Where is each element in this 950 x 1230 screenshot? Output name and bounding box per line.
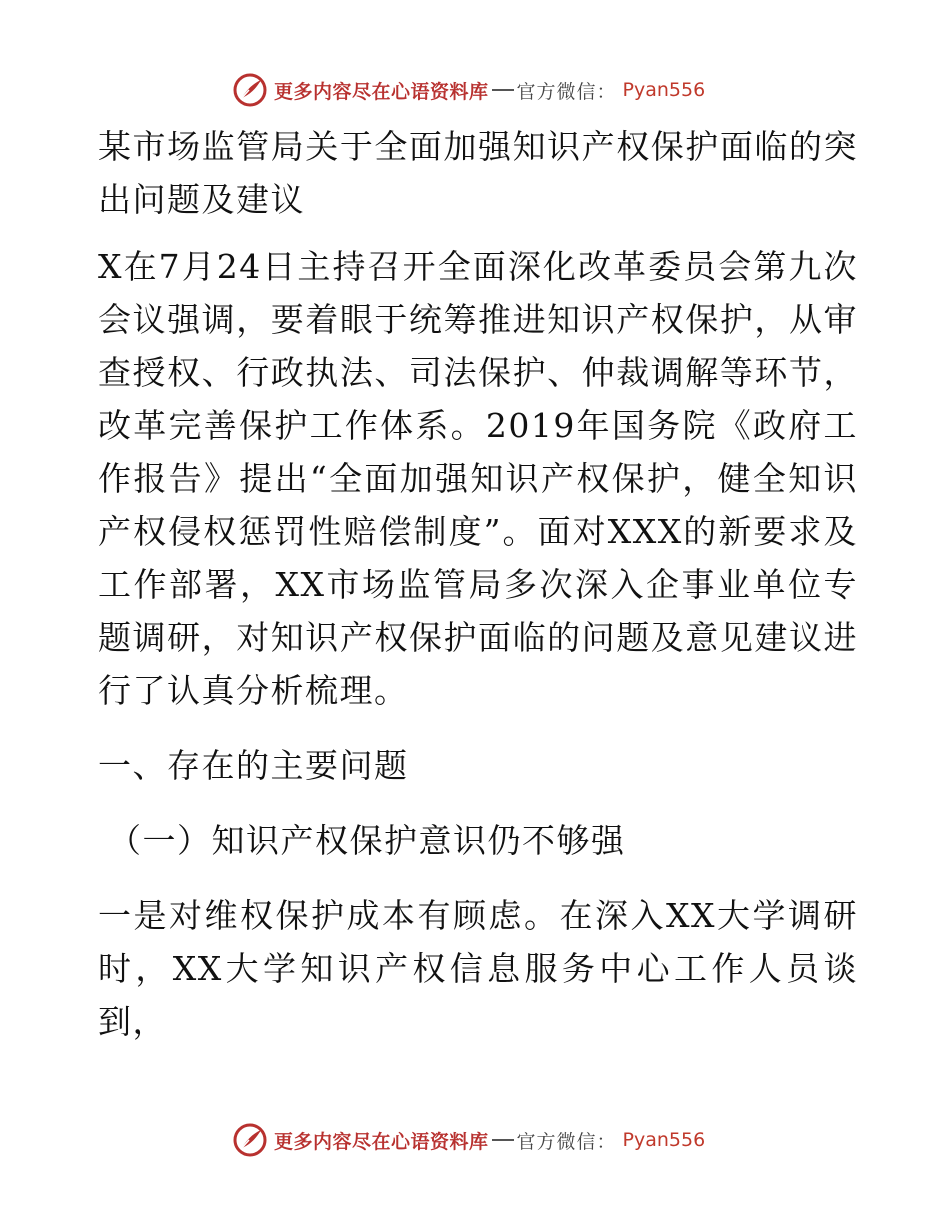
promo-text: 更多内容尽在心语资料库: [274, 1130, 489, 1153]
banner-dash-divider: [492, 1139, 514, 1141]
wechat-id: Pyan556: [622, 79, 706, 101]
feather-pen-logo-icon: [232, 1122, 268, 1158]
document-title: 某市场监管局关于全面加强知识产权保护面临的突出问题及建议: [98, 127, 858, 219]
body-paragraph: 一是对维权保护成本有顾虑。在深入XX大学调研时，XX大学知识产权信息服务中心工作人员谈到，: [98, 896, 858, 1041]
section-heading: 一、存在的主要问题: [98, 746, 409, 785]
promo-text: 更多内容尽在心语资料库: [274, 80, 489, 103]
feather-pen-logo-icon: [232, 72, 268, 108]
wechat-label: 官方微信：: [516, 1130, 617, 1153]
subsection-heading: （一）知识产权保护意识仍不够强: [108, 821, 626, 860]
footer-watermark-banner: [232, 1120, 705, 1160]
wechat-id: Pyan556: [622, 1129, 706, 1151]
wechat-label: 官方微信：: [516, 80, 617, 103]
banner-dash-divider: [492, 89, 514, 91]
header-watermark-banner: [232, 70, 705, 110]
document-body: [98, 120, 858, 1048]
intro-paragraph: X在7月24日主持召开全面深化改革委员会第九次会议强调，要着眼于统筹推进知识产权保护，从审查授权、行政执法、司法保护、仲裁调解等环节，改革完善保护工作体系。2019年国务院《政府工作报告》提出“全面加强知识产权保护，健全知识产权侵权惩罚性赔偿制度”。面对XXX的新要求及工作部署，XX市场监管局多次深入企事业单位专题调研，对知识产权保护面临的问题及意见建议进行了认真分析梳理。: [98, 247, 858, 710]
